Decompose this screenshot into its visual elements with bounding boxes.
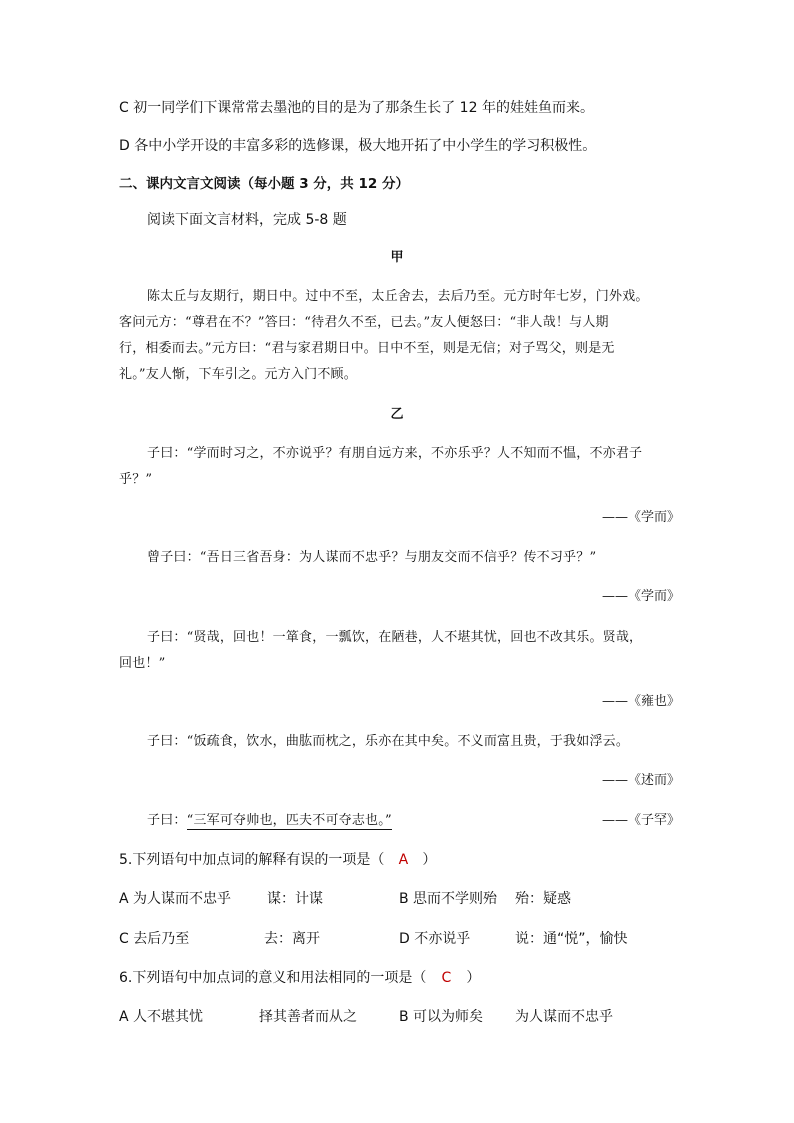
source-citation: ——《述而》 [601, 773, 680, 788]
passage-jia-line: 陈太丘与友期行，期日中。过中不至，太丘舍去，去后乃至。元方时年七岁，门外戏。 [147, 289, 649, 304]
section-instruction: 阅读下面文言材料，完成 5-8 题 [147, 212, 347, 228]
q6-option: A 人不堪其忧 [119, 1009, 204, 1025]
q4-option-d: D 各中小学开设的丰富多彩的选修课，极大地开拓了中小学生的学习积极性。 [119, 138, 597, 154]
passage-yi-line: 子曰：“学而时习之，不亦说乎？有朋自远方来，不亦乐乎？人不知而不愠，不亦君子 [147, 446, 643, 461]
passage-yi-line: 曾子曰：“吾日三省吾身：为人谋而不忠乎？与朋友交而不信乎？传不习乎？” [147, 550, 597, 565]
passage-jia-line: 客问元方：“尊君在不？”答曰：“待君久不至，已去。”友人便怒曰：“非人哉！与人期 [119, 315, 609, 330]
q5-option: B 思而不学则殆 [399, 891, 498, 907]
q6-stem-text: 6.下列语句中加点词的意义和用法相同的一项是（ [119, 970, 427, 986]
section-heading: 二、课内文言文阅读（每小题 3 分，共 12 分） [119, 176, 409, 192]
passage-yi-line: 子曰：“饭疏食，饮水，曲肱而枕之，乐亦在其中矣。不义而富且贵，于我如浮云。 [147, 734, 630, 749]
passage-yi-line: 子曰：“贤哉，回也！一箪食，一瓢饮，在陋巷，人不堪其忧，回也不改其乐。贤哉， [147, 630, 643, 645]
q5-option: C 去后乃至 [119, 931, 190, 947]
source-citation: ——《雍也》 [601, 694, 680, 709]
q6-option-example: 为人谋而不忠乎 [515, 1009, 613, 1025]
q5-option-gloss: 说：通“悦”，愉快 [515, 931, 628, 947]
source-citation: ——《学而》 [601, 510, 680, 525]
source-citation: ——《学而》 [601, 589, 680, 604]
passage-jia-line: 行，相委而去。”元方曰：“君与家君期日中。日中不至，则是无信；对子骂父，则是无 [119, 341, 615, 356]
q5-option: D 不亦说乎 [399, 931, 471, 947]
source-citation: ——《子罕》 [601, 813, 680, 828]
quote-prefix: 子曰： [147, 813, 187, 828]
q6-answer: C [441, 970, 452, 986]
q5-option-gloss: 谋：计谋 [267, 891, 323, 907]
passage-jia-label: 甲 [390, 250, 404, 265]
q6-stem-close: ） [466, 970, 481, 986]
q5-stem-close: ） [422, 852, 437, 868]
passage-yi-label: 乙 [390, 407, 404, 422]
q6-stem [119, 968, 480, 988]
q5-stem-text: 5.下列语句中加点词的解释有误的一项是（ [119, 852, 385, 868]
passage-yi-line: 乎？” [119, 472, 153, 487]
q5-answer: A [398, 852, 409, 868]
passage-jia-line: 礼。”友人惭，下车引之。元方入门不顾。 [119, 367, 357, 382]
q5-option-gloss: 殆：疑惑 [515, 891, 571, 907]
q5-stem [119, 850, 436, 870]
q6-option-example: 择其善者而从之 [259, 1009, 357, 1025]
q5-option-gloss: 去：离开 [264, 931, 320, 947]
q4-option-c: C 初一同学们下课常常去墨池的目的是为了那条生长了 12 年的娃娃鱼而来。 [119, 100, 594, 116]
underlined-quote: “三军可夺帅也，匹夫不可夺志也。” [186, 813, 392, 828]
q6-option: B 可以为师矣 [399, 1009, 484, 1025]
passage-yi-line [147, 811, 392, 831]
q5-option: A 为人谋而不忠乎 [119, 891, 232, 907]
passage-yi-line: 回也！” [119, 656, 166, 671]
